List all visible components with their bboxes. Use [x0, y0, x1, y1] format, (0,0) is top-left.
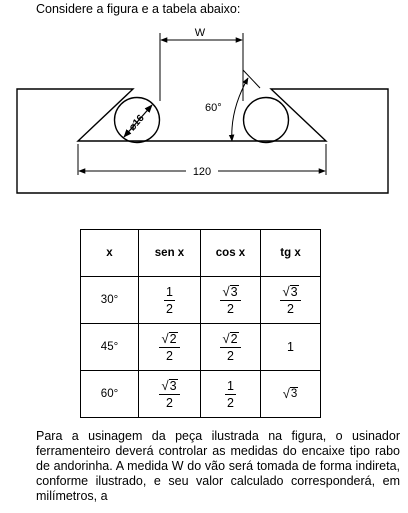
denominator: 2	[227, 301, 234, 316]
right-gauge-pin	[244, 98, 289, 143]
numerator: √ 3	[159, 379, 179, 395]
radicand: 3	[169, 378, 177, 393]
table-row	[81, 277, 321, 324]
w-label: W	[194, 27, 206, 39]
cos-cell	[201, 277, 261, 324]
trig-table	[80, 229, 321, 418]
value: 1	[287, 340, 294, 354]
numerator: √ 2	[159, 332, 179, 348]
dovetail-figure	[0, 0, 408, 225]
angle-extension	[243, 70, 260, 88]
fraction	[280, 285, 300, 316]
fraction	[220, 332, 240, 363]
numerator: √ 3	[280, 285, 300, 301]
denominator: 2	[166, 301, 173, 316]
numerator: √ 2	[220, 332, 240, 348]
diameter-label: ⌀16	[127, 112, 147, 134]
intro-text: Considere a figura e a tabela abaixo:	[36, 2, 241, 16]
radicand: 2	[230, 331, 238, 346]
tg-cell	[261, 324, 321, 371]
angle-cell: 30°	[81, 277, 139, 324]
radicand: 3	[290, 388, 298, 400]
header-cos: cos x	[201, 230, 261, 277]
fraction	[220, 285, 240, 316]
header-x: x	[81, 230, 139, 277]
numerator: √ 3	[220, 285, 240, 301]
root-value: √ 3	[282, 386, 298, 401]
sen-cell	[139, 277, 201, 324]
radicand: 2	[169, 331, 177, 346]
angle-label: 60°	[205, 102, 222, 114]
tg-cell	[261, 371, 321, 418]
angle-cell: 60°	[81, 371, 139, 418]
fraction	[159, 332, 179, 363]
question-paragraph: Para a usinagem da peça ilustrada na figura, o usinador ferramenteiro deverá controlar as medidas do encaixe tipo rabo de andorinha. A medida W do vão será tomada de forma indireta, conforme ilustrado, e seu valor calculado corresponderá, em milímetros, a	[36, 429, 400, 503]
angle-cell: 45°	[81, 324, 139, 371]
radicand: 3	[230, 284, 238, 299]
table-row	[81, 324, 321, 371]
denominator: 2	[166, 348, 173, 363]
numerator: 1	[166, 284, 173, 299]
fraction	[159, 379, 179, 410]
fraction	[164, 285, 175, 316]
table-header-row	[81, 230, 321, 277]
header-sen: sen x	[139, 230, 201, 277]
width-label: 120	[192, 166, 212, 178]
table-row	[81, 371, 321, 418]
sen-cell	[139, 371, 201, 418]
cos-cell	[201, 371, 261, 418]
header-tg: tg x	[261, 230, 321, 277]
fraction	[225, 379, 236, 410]
numerator: 1	[227, 378, 234, 393]
tg-cell	[261, 277, 321, 324]
denominator: 2	[227, 348, 234, 363]
sen-cell	[139, 324, 201, 371]
denominator: 2	[287, 301, 294, 316]
denominator: 2	[166, 395, 173, 410]
radicand: 3	[290, 284, 298, 299]
cos-cell	[201, 324, 261, 371]
denominator: 2	[227, 395, 234, 410]
